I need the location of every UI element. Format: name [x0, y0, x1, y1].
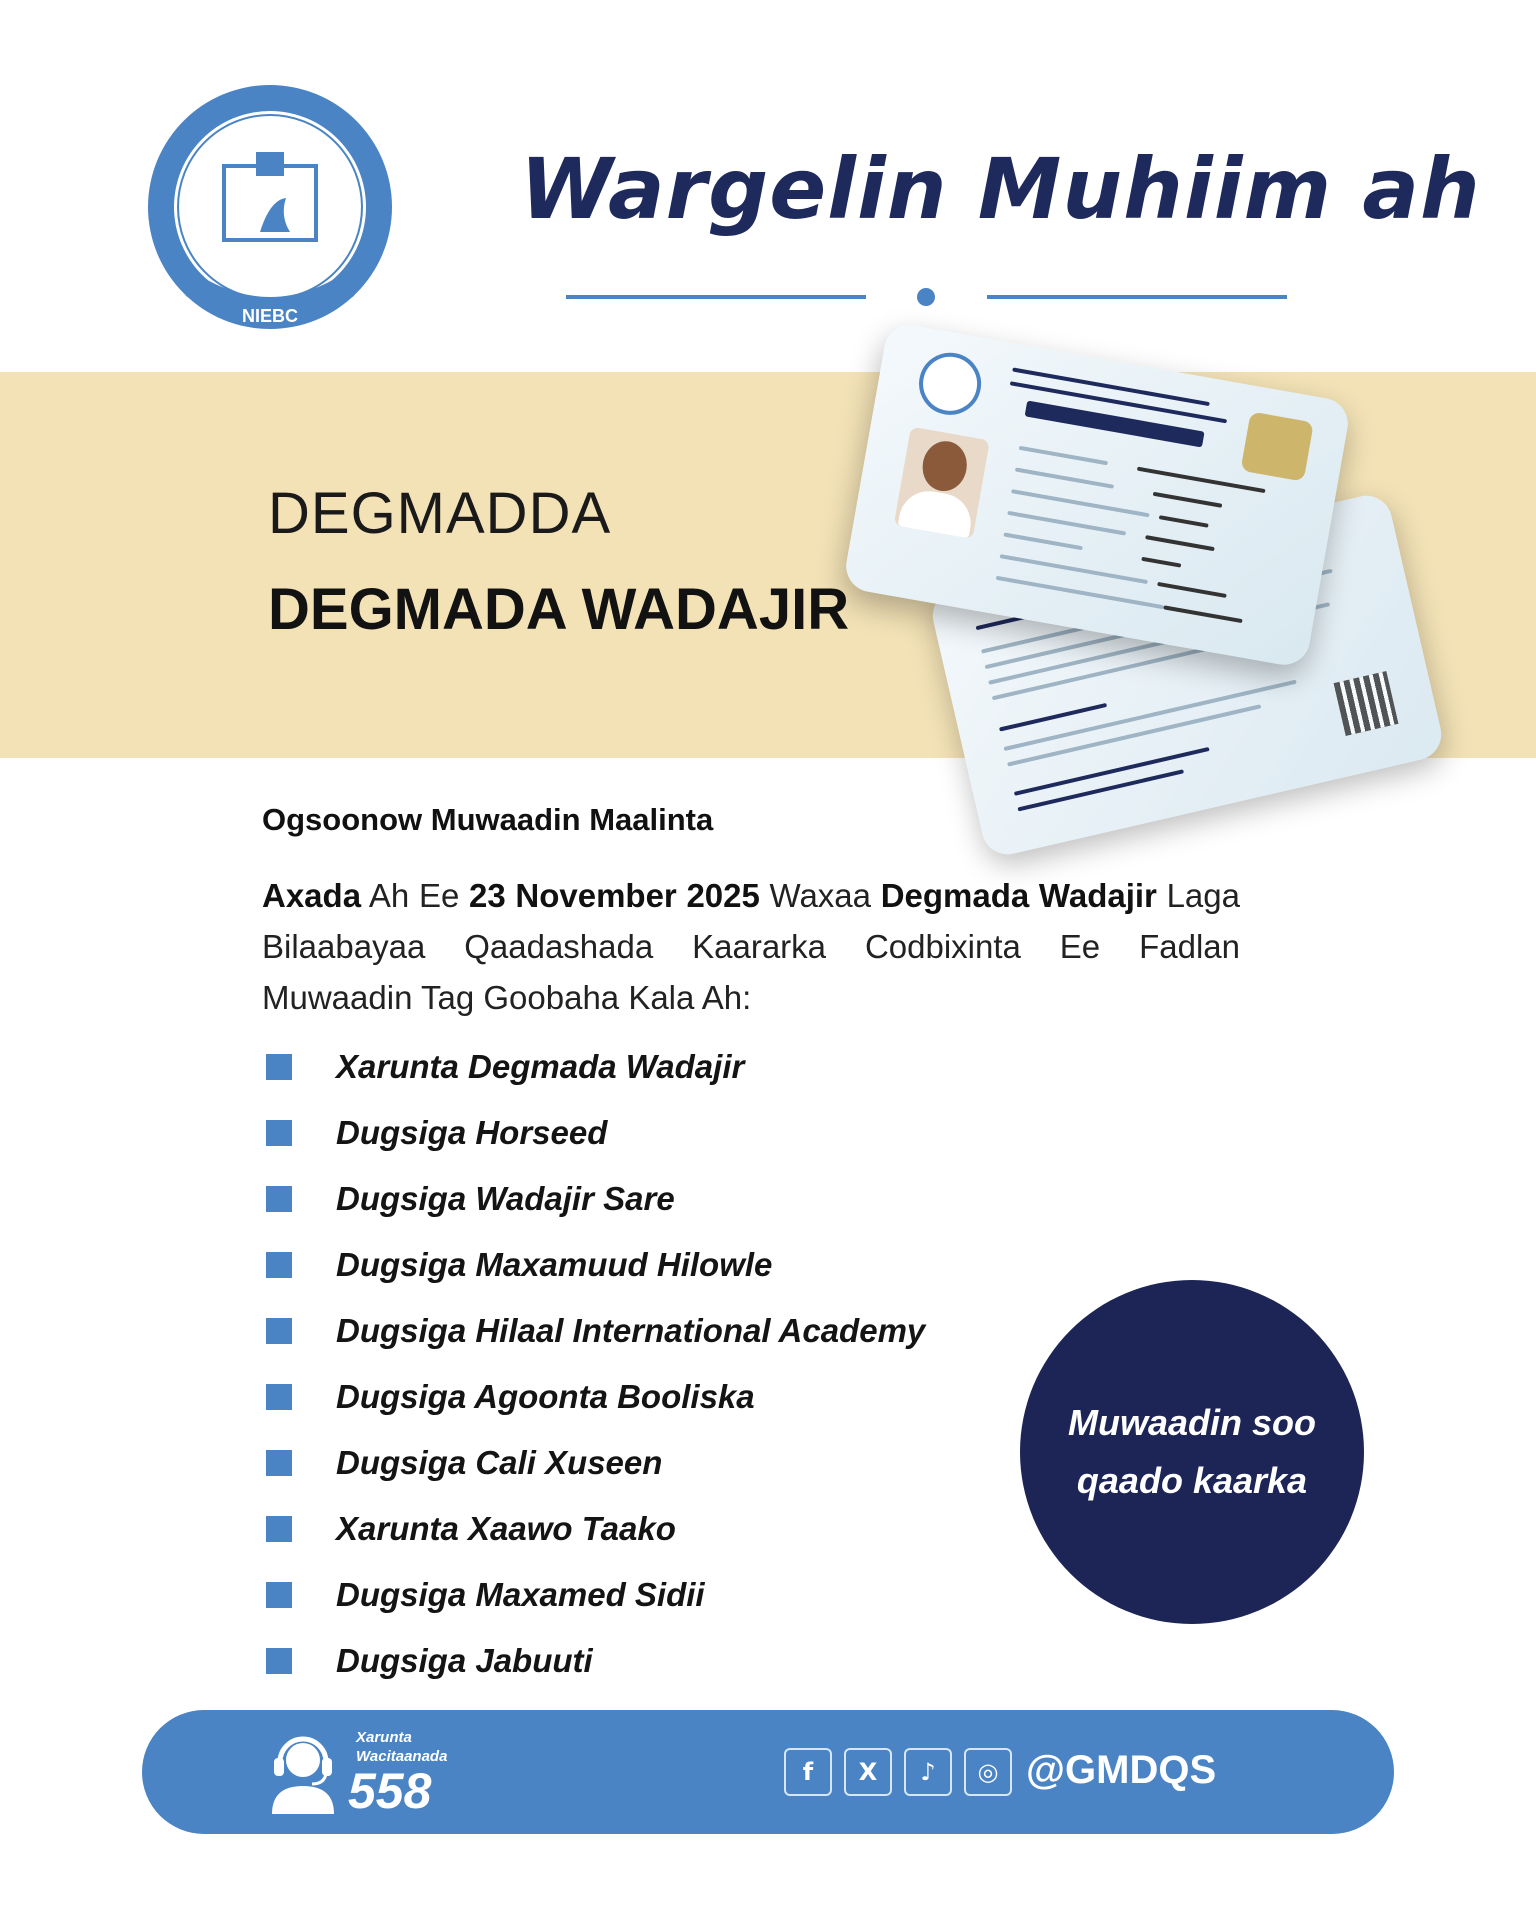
logo-acronym: NIEBC [241, 306, 299, 326]
list-item [266, 1034, 925, 1100]
location-name: Xarunta Xaawo Taako [336, 1510, 676, 1547]
square-bullet-icon [266, 1648, 292, 1674]
district-name: DEGMADA WADAJIR [268, 577, 850, 642]
call-center-label-line: Wacitaanada [356, 1748, 448, 1765]
list-item [266, 1364, 925, 1430]
call-center-label-line: Xarunta [356, 1729, 412, 1746]
square-bullet-icon [266, 1582, 292, 1608]
page-title: Wargelin Muhiim ah [520, 140, 1481, 238]
call-center-label [356, 1728, 447, 1766]
list-item [266, 1232, 925, 1298]
niebc-logo [140, 82, 400, 344]
callout-text: Muwaadin soo qaado kaarka [1067, 1402, 1316, 1501]
notice-district: Degmada Wadajir [880, 877, 1157, 914]
title-divider-left [566, 295, 866, 299]
notice-paragraph [262, 870, 1240, 1023]
square-bullet-icon [266, 1120, 292, 1146]
square-bullet-icon [266, 1384, 292, 1410]
coat-of-arms-icon [1240, 411, 1313, 481]
social-handle[interactable]: @GMDQS [1026, 1748, 1217, 1792]
list-item [266, 1298, 925, 1364]
location-name: Dugsiga Hilaal International Academy [336, 1312, 926, 1349]
notice-date: 23 November 2025 [469, 877, 760, 914]
list-item [266, 1166, 925, 1232]
tiktok-icon[interactable]: ♪ [904, 1748, 952, 1796]
square-bullet-icon [266, 1054, 292, 1080]
square-bullet-icon [266, 1516, 292, 1542]
notice-text: Waxaa [759, 877, 881, 914]
location-list [266, 1034, 925, 1694]
location-name: Dugsiga Wadajir Sare [336, 1180, 675, 1217]
facebook-icon[interactable]: f [784, 1748, 832, 1796]
location-name: Dugsiga Jabuuti [336, 1642, 593, 1679]
notice-heading: Ogsoonow Muwaadin Maalinta [262, 802, 714, 837]
list-item [266, 1496, 925, 1562]
location-name: Dugsiga Horseed [336, 1114, 608, 1151]
square-bullet-icon [266, 1186, 292, 1212]
location-name: Dugsiga Cali Xuseen [336, 1444, 663, 1481]
location-name: Dugsiga Maxamed Sidii [336, 1576, 705, 1613]
title-divider-right [987, 295, 1287, 299]
square-bullet-icon [266, 1252, 292, 1278]
list-item [266, 1562, 925, 1628]
callout-circle [1020, 1280, 1364, 1624]
square-bullet-icon [266, 1318, 292, 1344]
call-center-number: 558 [348, 1763, 432, 1819]
footer-bar [142, 1710, 1394, 1834]
card-logo-icon [914, 348, 986, 420]
list-item [266, 1628, 925, 1694]
title-divider-dot [917, 288, 935, 306]
location-name: Dugsiga Agoonta Booliska [336, 1378, 755, 1415]
notice-text: Laga Bilaabayaa Qaadashada Kaararka Codbixinta Ee Fadlan Muwaadin Tag Goobaha Kala Ah: [262, 877, 1240, 1016]
notice-day: Axada [262, 877, 362, 914]
instagram-icon[interactable]: ◎ [964, 1748, 1012, 1796]
x-icon[interactable]: X [844, 1748, 892, 1796]
list-item [266, 1100, 925, 1166]
list-item [266, 1430, 925, 1496]
square-bullet-icon [266, 1450, 292, 1476]
notice-text: Ah Ee [361, 877, 469, 914]
qr-code-icon [1334, 671, 1399, 736]
location-name: Dugsiga Maxamuud Hilowle [336, 1246, 773, 1283]
location-name: Xarunta Degmada Wadajir [336, 1048, 745, 1085]
district-label: DEGMADDA [268, 481, 612, 546]
headset-icon [268, 1730, 338, 1814]
